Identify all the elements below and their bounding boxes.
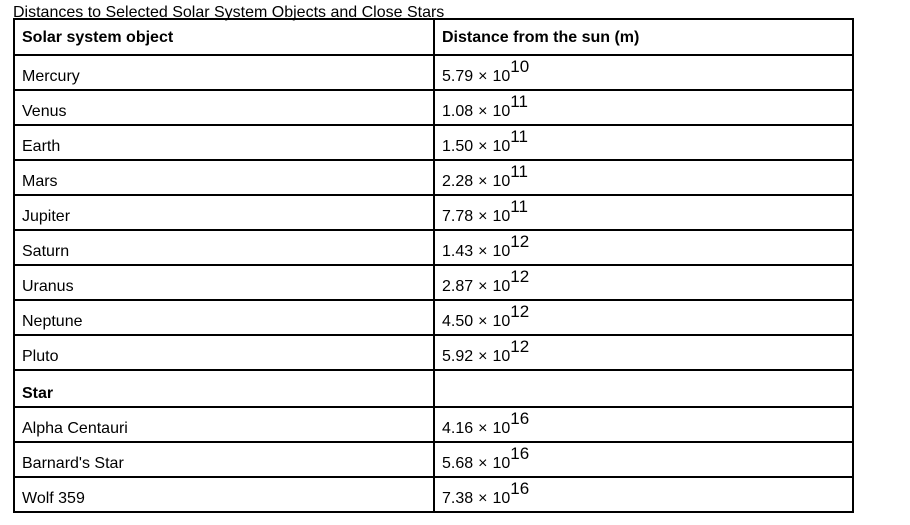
- exponent: 10: [510, 57, 530, 76]
- object-name: Alpha Centauri: [14, 407, 434, 442]
- table-row: [14, 477, 853, 512]
- exponent: 12: [510, 302, 530, 321]
- distance-value: 5.68 × 1016: [434, 442, 853, 477]
- table-row: [14, 442, 853, 477]
- star-section-empty: [434, 370, 853, 407]
- exponent: 16: [510, 479, 530, 498]
- table-row: [14, 90, 853, 125]
- object-name: Mercury: [14, 55, 434, 90]
- object-name: Wolf 359: [14, 477, 434, 512]
- table-row: [14, 195, 853, 230]
- object-name: Jupiter: [14, 195, 434, 230]
- table-caption: Distances to Selected Solar System Objects and Close Stars: [13, 4, 445, 21]
- table-row: [14, 335, 853, 370]
- distance-value: 4.50 × 1012: [434, 300, 853, 335]
- distance-value: 1.50 × 1011: [434, 125, 853, 160]
- table-row: [14, 300, 853, 335]
- exponent: 11: [510, 92, 528, 111]
- exponent: 11: [510, 127, 528, 146]
- object-name: Venus: [14, 90, 434, 125]
- header-object: Solar system object: [14, 19, 434, 55]
- object-name: Neptune: [14, 300, 434, 335]
- object-name: Uranus: [14, 265, 434, 300]
- exponent: 12: [510, 267, 530, 286]
- distance-value: 5.92 × 1012: [434, 335, 853, 370]
- object-name: Saturn: [14, 230, 434, 265]
- table-row: [14, 125, 853, 160]
- exponent: 12: [510, 232, 530, 251]
- object-name: Pluto: [14, 335, 434, 370]
- table-row: [14, 407, 853, 442]
- table-row: [14, 265, 853, 300]
- distance-value: 1.08 × 1011: [434, 90, 853, 125]
- distance-value: 2.87 × 1012: [434, 265, 853, 300]
- distance-value: 4.16 × 1016: [434, 407, 853, 442]
- distance-value: 1.43 × 1012: [434, 230, 853, 265]
- distance-value: 5.79 × 1010: [434, 55, 853, 90]
- star-section-label: Star: [14, 370, 434, 407]
- exponent: 16: [510, 444, 530, 463]
- header-distance: Distance from the sun (m): [434, 19, 853, 55]
- exponent: 11: [510, 197, 528, 216]
- object-name: Earth: [14, 125, 434, 160]
- distance-value: 7.78 × 1011: [434, 195, 853, 230]
- distance-value: 7.38 × 1016: [434, 477, 853, 512]
- object-name: Barnard's Star: [14, 442, 434, 477]
- table-row: [14, 230, 853, 265]
- star-section-row: [14, 370, 853, 407]
- distance-value: 2.28 × 1011: [434, 160, 853, 195]
- exponent: 16: [510, 409, 530, 428]
- table-header-row: [14, 19, 853, 55]
- object-name: Mars: [14, 160, 434, 195]
- exponent: 11: [510, 162, 528, 181]
- table-row: [14, 160, 853, 195]
- exponent: 12: [510, 337, 530, 356]
- distances-table: [13, 18, 854, 513]
- table-row: [14, 55, 853, 90]
